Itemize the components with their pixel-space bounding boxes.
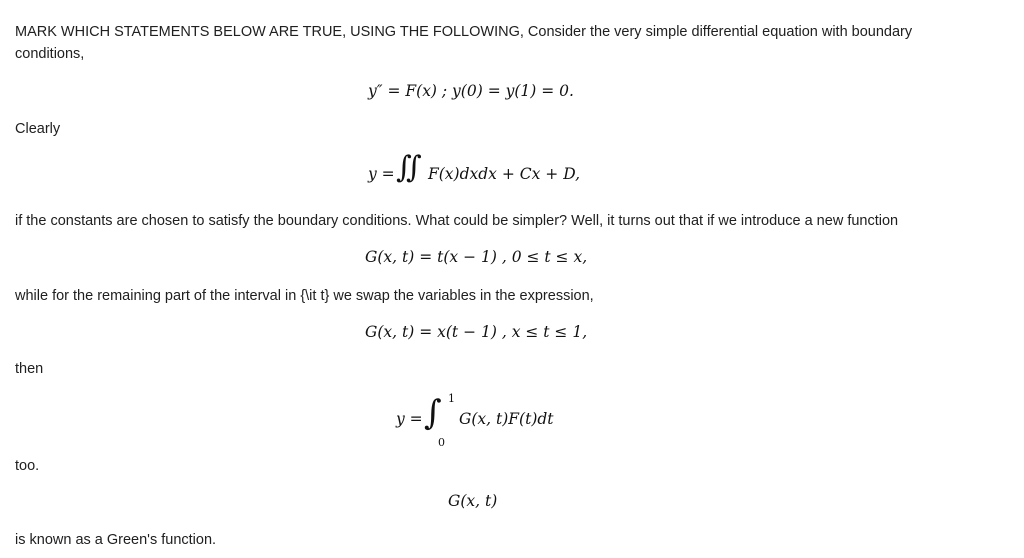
- double-integral-rhs: F(x)dxdx + Cx + D,: [428, 165, 581, 183]
- double-integral-lhs: y =: [368, 165, 395, 183]
- clearly-label: Clearly: [15, 121, 61, 137]
- then-label: then: [15, 361, 44, 377]
- integral-upper-limit: 1: [448, 392, 455, 405]
- boundary-value-equation: y″ = F(x) ; y(0) = y(1) = 0.: [368, 82, 574, 100]
- intro-paragraph: MARK WHICH STATEMENTS BELOW ARE TRUE, USING THE FOLLOWING, Consider the very simple differential equation with boundary conditions,: [15, 24, 913, 62]
- too-label: too.: [15, 458, 40, 474]
- solution-integral-rhs: G(x, t)F(t)dt: [459, 410, 554, 428]
- double-integral-symbol: ∬: [396, 150, 422, 185]
- solution-integral-lhs: y =: [396, 410, 423, 428]
- greens-function-upper-piece: G(x, t) = x(t − 1) , x ≤ t ≤ 1,: [365, 323, 588, 341]
- greens-function-definition: is known as a Green's function.: [15, 532, 217, 548]
- integral-lower-limit: 0: [438, 436, 445, 449]
- integral-symbol: ∫: [424, 393, 442, 433]
- greens-function-symbol: G(x, t): [448, 492, 498, 510]
- constants-paragraph: if the constants are chosen to satisfy the boundary conditions. What could be simpler? Well, it turns out that if we introduce a new function: [15, 213, 899, 229]
- greens-function-lower-piece: G(x, t) = t(x − 1) , 0 ≤ t ≤ x,: [365, 248, 588, 266]
- swap-variables-paragraph: while for the remaining part of the interval in {\it t} we swap the variables in the expression,: [15, 288, 594, 304]
